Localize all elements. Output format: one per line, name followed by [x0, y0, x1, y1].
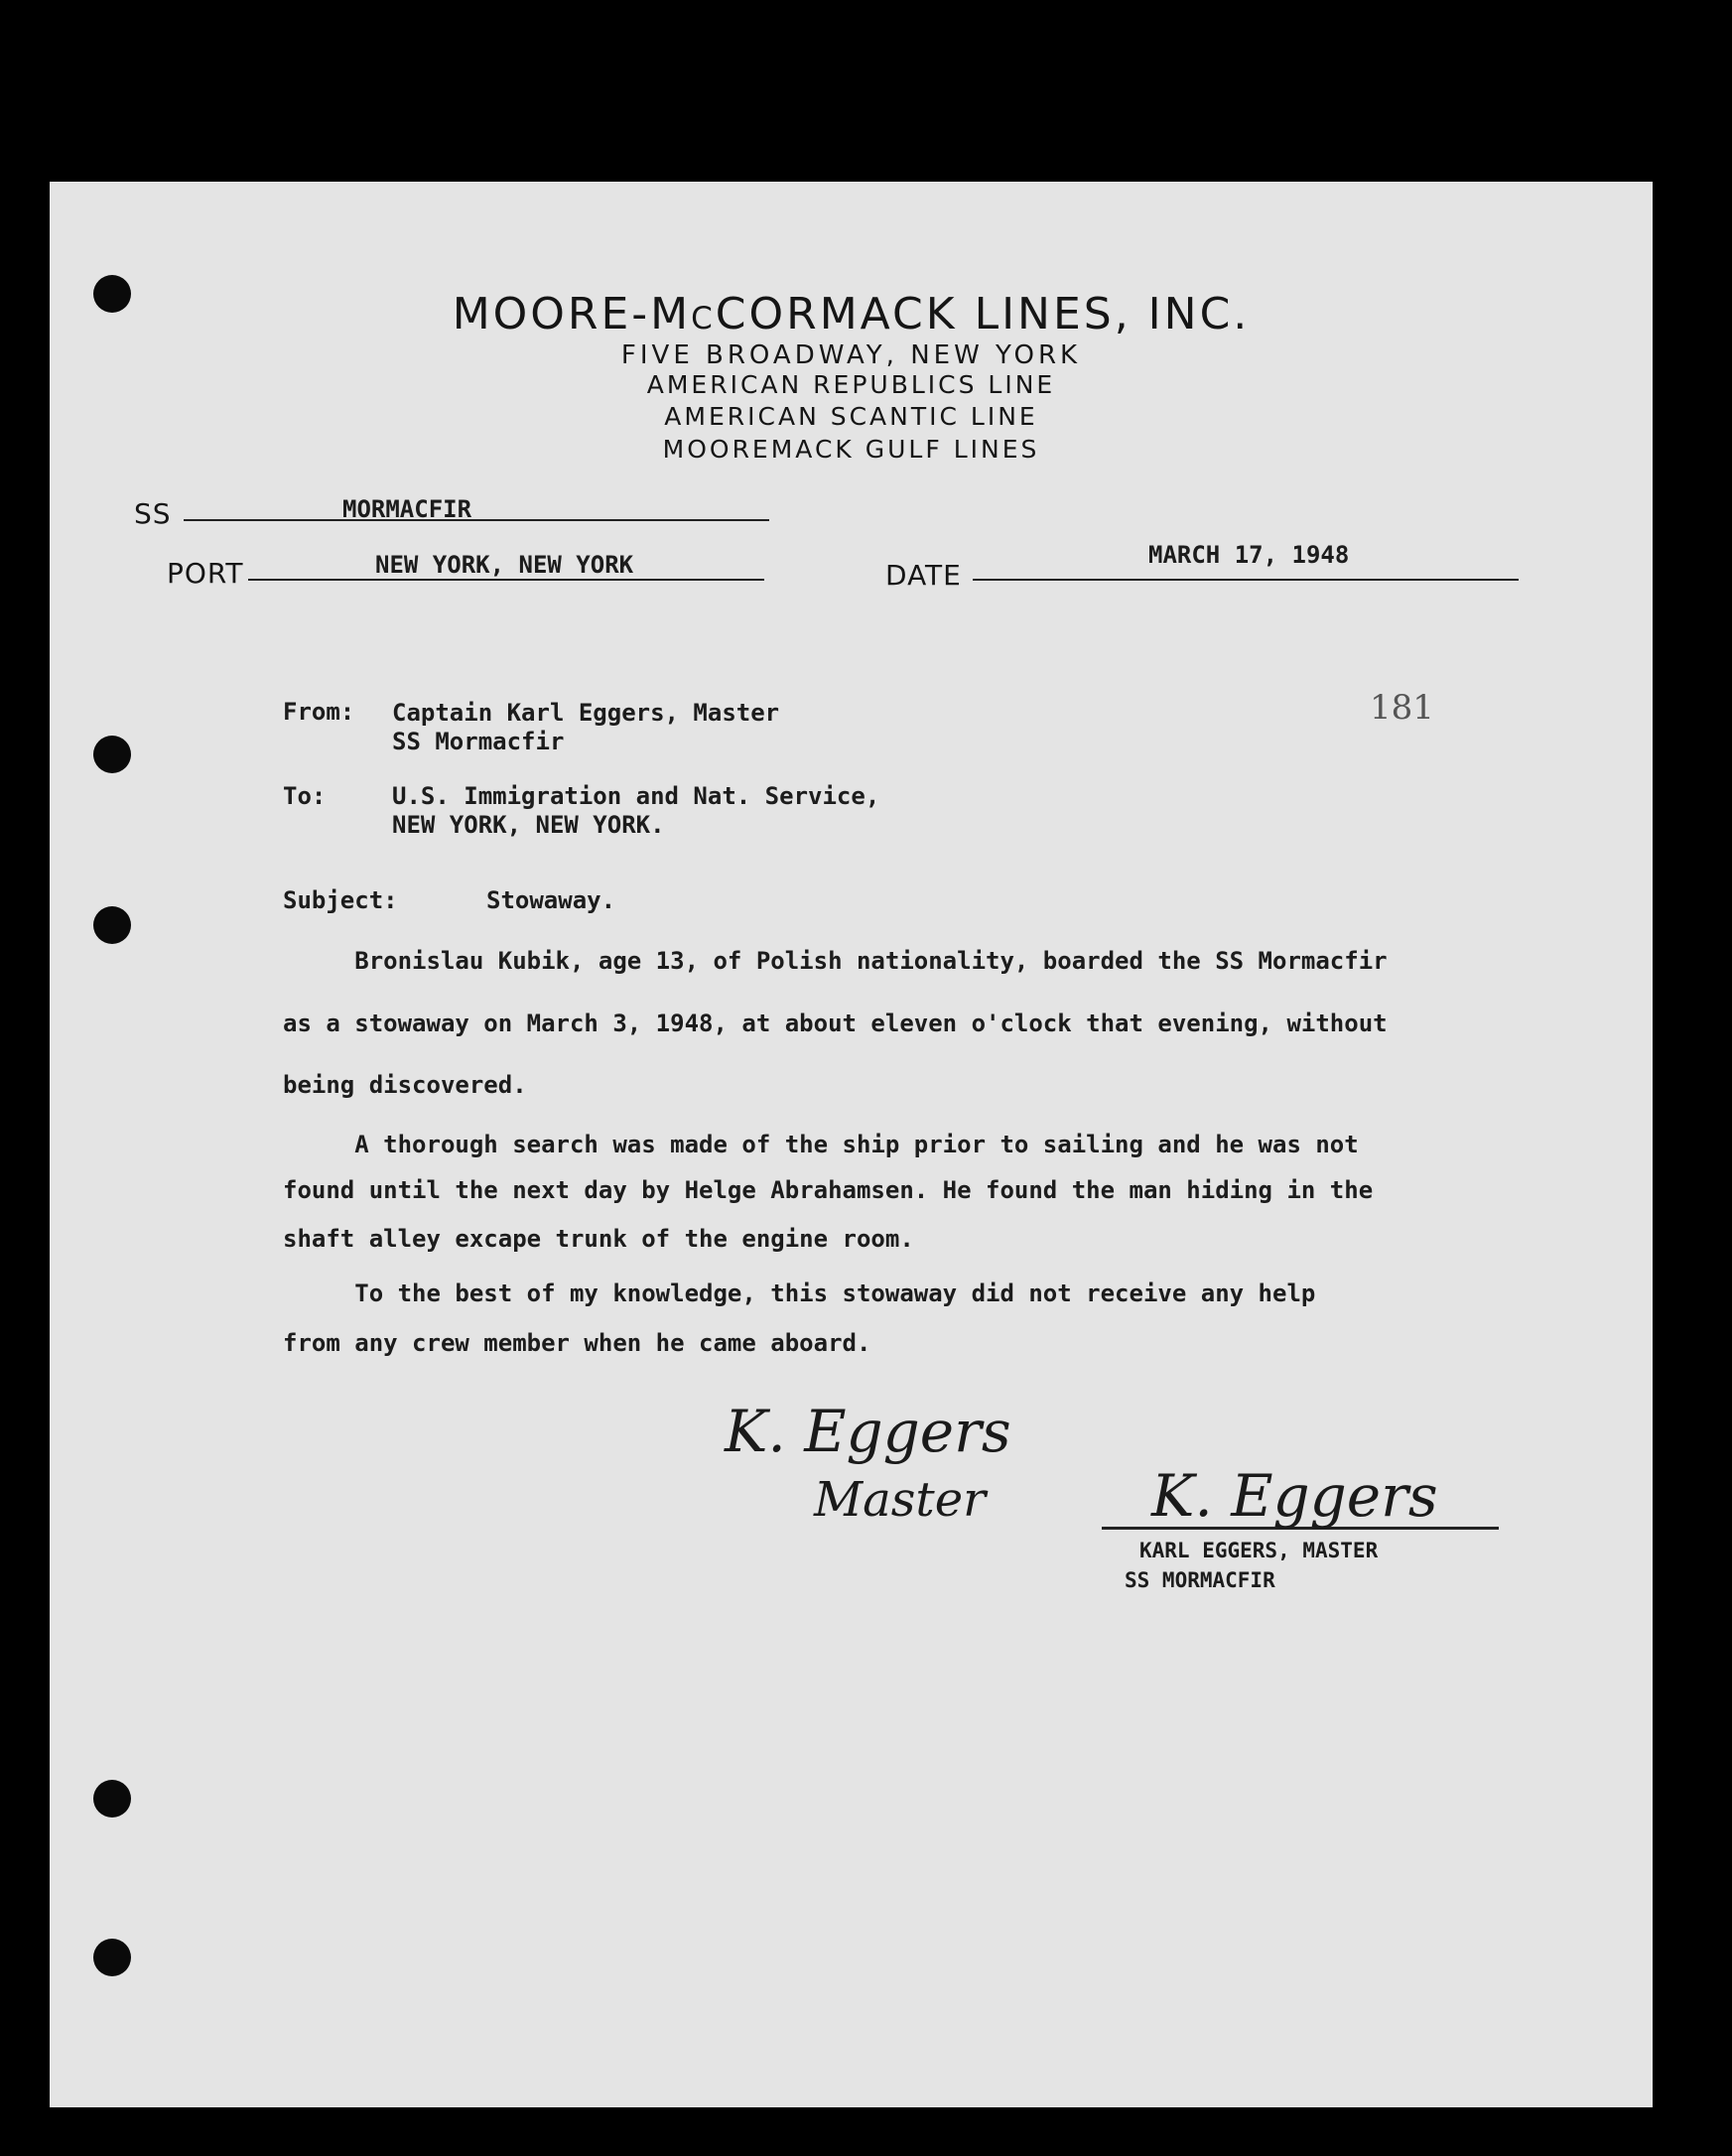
body-line: from any crew member when he came aboard. [283, 1329, 871, 1357]
punch-hole [93, 906, 131, 944]
subject-value: Stowaway. [486, 886, 616, 914]
punch-hole [93, 1780, 131, 1818]
date-value: MARCH 17, 1948 [1148, 541, 1350, 569]
handwritten-signature: K. Eggers [1151, 1462, 1438, 1530]
letterhead-line: AMERICAN REPUBLICS LINE [646, 370, 1056, 399]
ss-underline [184, 519, 769, 521]
date-underline [973, 579, 1519, 581]
punch-hole [93, 1939, 131, 1976]
letterhead-line: AMERICAN SCANTIC LINE [664, 402, 1038, 431]
letterhead-line: MOOREMACK GULF LINES [662, 435, 1040, 464]
handwritten-title: Master [814, 1472, 987, 1528]
from-line-1: Captain Karl Eggers, Master [392, 699, 780, 727]
document-page [50, 182, 1653, 2107]
from-line-2: SS Mormacfir [392, 728, 565, 755]
date-label: DATE [885, 559, 962, 592]
to-line-2: NEW YORK, NEW YORK. [392, 811, 665, 839]
from-label: From: [283, 698, 355, 726]
handwritten-signature: K. Eggers [725, 1398, 1011, 1465]
ss-value: MORMACFIR [342, 495, 472, 523]
to-label: To: [283, 782, 327, 810]
to-line-1: U.S. Immigration and Nat. Service, [392, 782, 880, 810]
letterhead-address: FIVE BROADWAY, NEW YORK [620, 340, 1082, 370]
body-line: Bronislau Kubik, age 13, of Polish nationality, boarded the SS Mormacfir [283, 947, 1388, 975]
subject-label: Subject: [283, 886, 398, 914]
port-value: NEW YORK, NEW YORK [375, 551, 634, 579]
punch-hole [93, 736, 131, 773]
typed-signature-name: KARL EGGERS, MASTER [1139, 1539, 1379, 1562]
body-line: as a stowaway on March 3, 1948, at about eleven o'clock that evening, without [283, 1010, 1388, 1037]
typed-signature-ship: SS MORMACFIR [1125, 1568, 1275, 1592]
port-label: PORT [167, 557, 244, 590]
ss-label: SS [134, 497, 172, 530]
letterhead-company: MOORE-McCORMACK LINES, INC. [452, 289, 1251, 339]
port-underline [248, 579, 764, 581]
body-line: To the best of my knowledge, this stowaway did not receive any help [283, 1280, 1316, 1307]
body-line: shaft alley excape trunk of the engine room. [283, 1225, 914, 1253]
file-stamp-number: 181 [1370, 688, 1434, 728]
body-line: found until the next day by Helge Abrahamsen. He found the man hiding in the [283, 1176, 1374, 1204]
body-line: being discovered. [283, 1071, 527, 1099]
body-line: A thorough search was made of the ship prior to sailing and he was not [283, 1131, 1359, 1158]
